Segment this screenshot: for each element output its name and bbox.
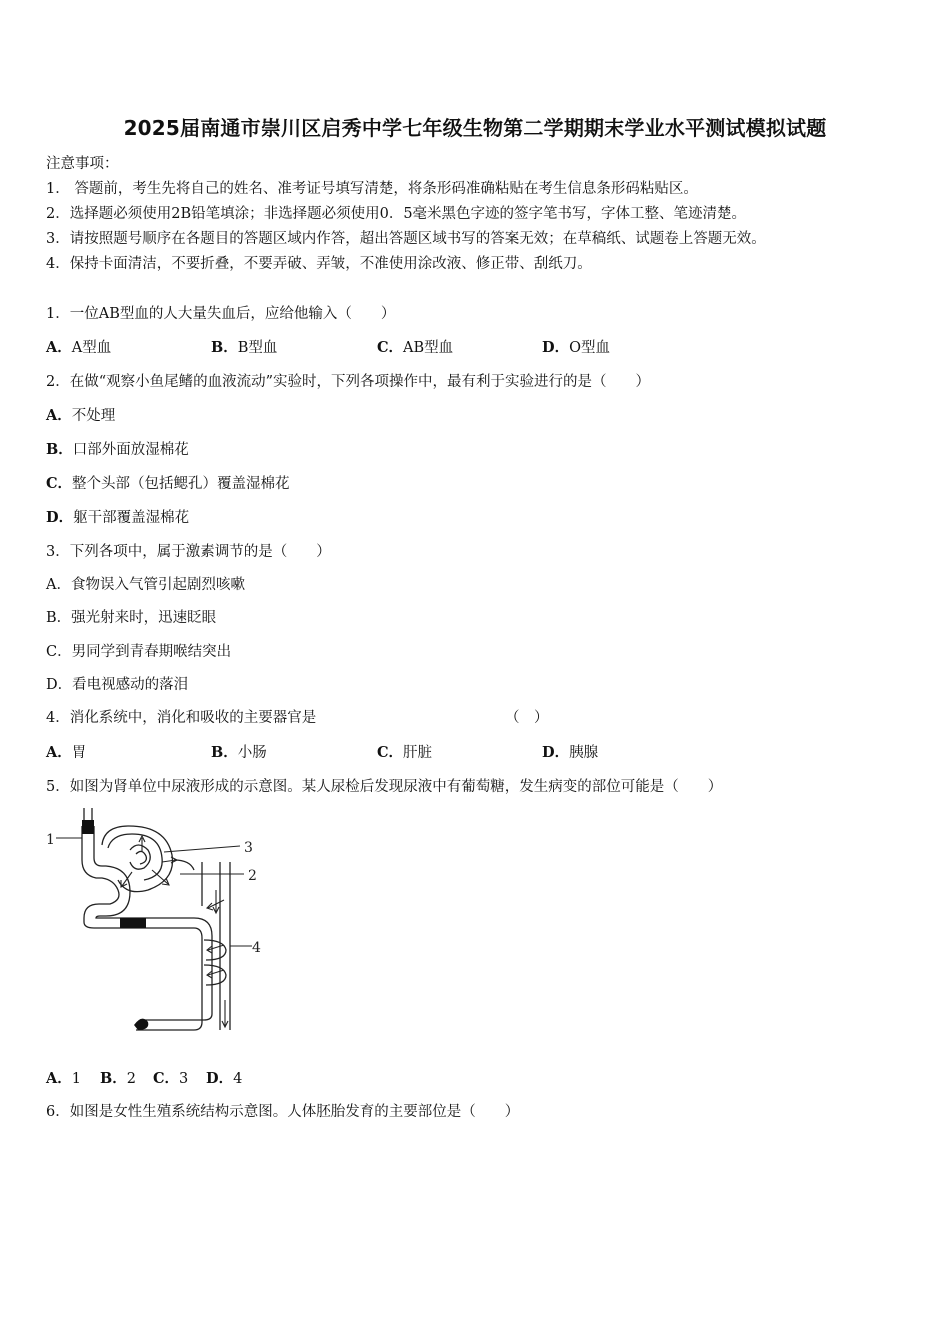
afferent-band bbox=[82, 820, 94, 834]
notice-item-1: 1． 答题前，考生先将自己的姓名、准考证号填写清楚，将条形码准确粘贴在考生信息条形码粘贴区。 bbox=[46, 181, 698, 197]
figure-label-4: 4 bbox=[252, 940, 261, 956]
question-6-stem: 6．如图是女性生殖系统结构示意图。人体胚胎发育的主要部位是（ ） bbox=[46, 1104, 520, 1120]
q4-option-c: C．肝脏 bbox=[377, 744, 433, 761]
q2-option-d: D．躯干部覆盖湿棉花 bbox=[46, 509, 190, 526]
q2-option-c: C．整个头部（包括鳃孔）覆盖湿棉花 bbox=[46, 475, 290, 492]
q3-option-d: D．看电视感动的落泪 bbox=[46, 677, 189, 693]
nephron-diagram bbox=[44, 800, 284, 1040]
q5-option-c: C．3 bbox=[153, 1070, 189, 1087]
figure-label-1: 1 bbox=[46, 832, 55, 848]
q4-option-a: A．胃 bbox=[46, 744, 87, 761]
tubule-band bbox=[120, 918, 146, 928]
q5-option-d: D．4 bbox=[206, 1070, 243, 1087]
q1-option-a: A．A型血 bbox=[46, 339, 112, 356]
q4-option-b: B．小肠 bbox=[211, 744, 267, 761]
question-4-bracket: （ ） bbox=[505, 710, 549, 726]
question-2-stem: 2．在做“观察小鱼尾鳍的血液流动”实验时，下列各项操作中，最有利于实验进行的是（ ） bbox=[46, 374, 651, 390]
q3-option-c: C．男同学到青春期喉结突出 bbox=[46, 644, 232, 660]
q1-option-b: B．B型血 bbox=[211, 339, 278, 356]
tube-end bbox=[134, 1019, 148, 1030]
notice-item-4: 4．保持卡面清洁，不要折叠，不要弄破、弄皱，不准使用涂改液、修正带、刮纸刀。 bbox=[46, 256, 592, 272]
q5-option-a: A．1 bbox=[46, 1070, 81, 1087]
q1-option-d: D．O型血 bbox=[542, 339, 610, 356]
question-3-stem: 3．下列各项中，属于激素调节的是（ ） bbox=[46, 544, 331, 560]
question-4-stem: 4．消化系统中，消化和吸收的主要器官是 bbox=[46, 710, 317, 726]
q2-option-a: A．不处理 bbox=[46, 407, 116, 424]
figure-label-3: 3 bbox=[244, 840, 253, 856]
q2-option-b: B．口部外面放湿棉花 bbox=[46, 441, 189, 458]
q3-option-a: A．食物误入气管引起剧烈咳嗽 bbox=[46, 577, 245, 593]
page-title: 2025届南通市崇川区启秀中学七年级生物第二学期期末学业水平测试模拟试题 bbox=[123, 116, 827, 140]
question-1-stem: 1．一位AB型血的人大量失血后，应给他输入（ ） bbox=[46, 306, 396, 322]
q3-option-b: B．强光射来时，迅速眨眼 bbox=[46, 610, 217, 626]
question-5-stem: 5．如图为肾单位中尿液形成的示意图。某人尿检后发现尿液中有葡萄糖，发生病变的部位可能是（ ） bbox=[46, 779, 723, 795]
notice-item-2: 2．选择题必须使用2B铅笔填涂；非选择题必须使用0．5毫米黑色字迹的签字笔书写，字体工整、笔迹清楚。 bbox=[46, 206, 747, 222]
notice-item-3: 3．请按照题号顺序在各题目的答题区域内作答，超出答题区域书写的答案无效；在草稿纸、试题卷上答题无效。 bbox=[46, 231, 766, 247]
figure-label-2: 2 bbox=[248, 868, 257, 884]
q4-option-d: D．胰腺 bbox=[542, 744, 599, 761]
q1-option-c: C．AB型血 bbox=[377, 339, 454, 356]
q5-option-b: B．2 bbox=[100, 1070, 136, 1087]
notice-heading: 注意事项： bbox=[46, 156, 119, 172]
